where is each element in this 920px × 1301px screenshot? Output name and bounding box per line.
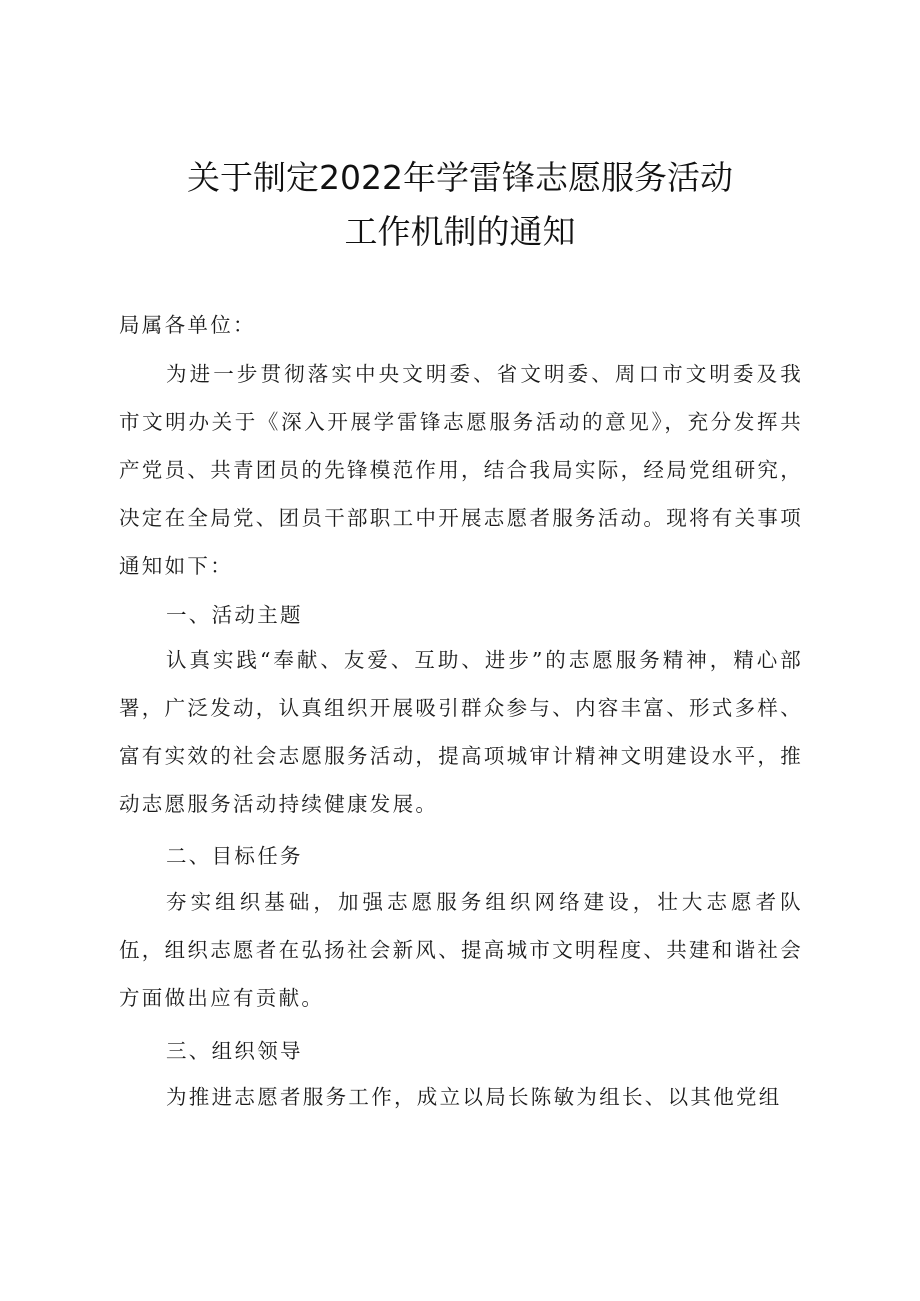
section-body-theme: 认真实践“奉献、友爱、互助、进步”的志愿服务精神，精心部署，广泛发动，认真组织开展吸引群众参与、内容丰富、形式多样、富有实效的社会志愿服务活动，提高项城审计精神文明建设水平，推动志愿服务活动持续健康发展。 xyxy=(119,648,803,816)
section-heading-theme: 一、活动主题 xyxy=(166,603,303,627)
document-title-line-1: 关于制定2022年学雷锋志愿服务活动 xyxy=(187,158,733,197)
salutation: 局属各单位： xyxy=(119,313,256,337)
intro-paragraph: 为进一步贯彻落实中央文明委、省文明委、周口市文明委及我市文明办关于《深入开展学雷锋志愿服务活动的意见》，充分发挥共产党员、共青团员的先锋模范作用，结合我局实际，经局党组研究，决定在全局党、团员干部职工中开展志愿者服务活动。现将有关事项通知如下： xyxy=(119,362,803,578)
section-body-goals: 夯实组织基础，加强志愿服务组织网络建设，壮大志愿者队伍，组织志愿者在弘扬社会新风、提高城市文明程度、共建和谐社会方面做出应有贡献。 xyxy=(119,890,803,1010)
section-body-leadership: 为推进志愿者服务工作，成立以局长陈敏为组长、以其他党组 xyxy=(166,1085,782,1109)
section-heading-goals: 二、目标任务 xyxy=(166,844,303,868)
document-title-line-2: 工作机制的通知 xyxy=(344,212,576,251)
section-heading-leadership: 三、组织领导 xyxy=(166,1039,303,1063)
